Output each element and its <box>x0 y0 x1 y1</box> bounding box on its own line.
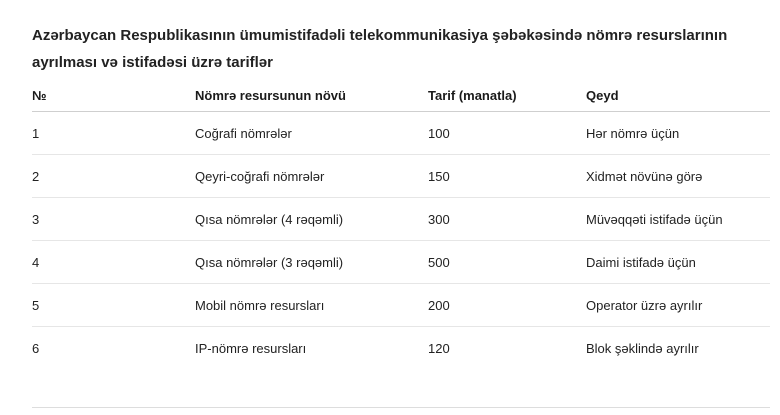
cell-resource-type: Coğrafi nömrələr <box>195 112 428 155</box>
cell-resource-type: Mobil nömrə resursları <box>195 284 428 327</box>
cell-note: Hər nömrə üçün <box>586 112 770 155</box>
column-header-number: № <box>32 80 195 112</box>
cell-number: 5 <box>32 284 195 327</box>
column-header-tariff: Tarif (manatla) <box>428 80 586 112</box>
cell-number: 3 <box>32 198 195 241</box>
cell-tariff: 150 <box>428 155 586 198</box>
table-header-row <box>32 80 770 112</box>
cell-note: Daimi istifadə üçün <box>586 241 770 284</box>
cell-tariff: 300 <box>428 198 586 241</box>
cell-number: 2 <box>32 155 195 198</box>
cell-tariff: 100 <box>428 112 586 155</box>
cell-resource-type: Qeyri-coğrafi nömrələr <box>195 155 428 198</box>
cell-tariff: 200 <box>428 284 586 327</box>
column-header-note: Qeyd <box>586 80 770 112</box>
table-row <box>32 327 770 370</box>
table-row <box>32 155 770 198</box>
cell-note: Blok şəklində ayrılır <box>586 340 699 356</box>
cell-note: Müvəqqəti istifadə üçün <box>586 198 770 241</box>
bottom-divider <box>32 407 770 408</box>
table-row <box>32 241 770 284</box>
cell-resource-type: Qısa nömrələr (4 rəqəmli) <box>195 198 428 241</box>
cell-resource-type: Qısa nömrələr (3 rəqəmli) <box>195 241 428 284</box>
cell-number: 1 <box>32 112 195 155</box>
table-row <box>32 112 770 155</box>
cell-number: 4 <box>32 241 195 284</box>
table-row <box>32 284 770 327</box>
column-header-resource-type: Nömrə resursunun növü <box>195 80 428 112</box>
cell-note: Operator üzrə ayrılır <box>586 284 770 327</box>
cell-number: 6 <box>32 340 40 356</box>
table-row <box>32 198 770 241</box>
document-title: Azərbaycan Respublikasının ümumistifadəli telekommunikasiya şəbəkəsində nömrə resurslarının ayrılması və istifadəsi üzrə tariflər <box>32 27 728 71</box>
cell-note: Xidmət növünə görə <box>586 155 770 198</box>
cell-tariff: 500 <box>428 241 586 284</box>
tariff-table <box>32 80 770 369</box>
cell-tariff: 120 <box>428 340 450 356</box>
cell-resource-type: IP-nömrə resursları <box>195 340 307 356</box>
